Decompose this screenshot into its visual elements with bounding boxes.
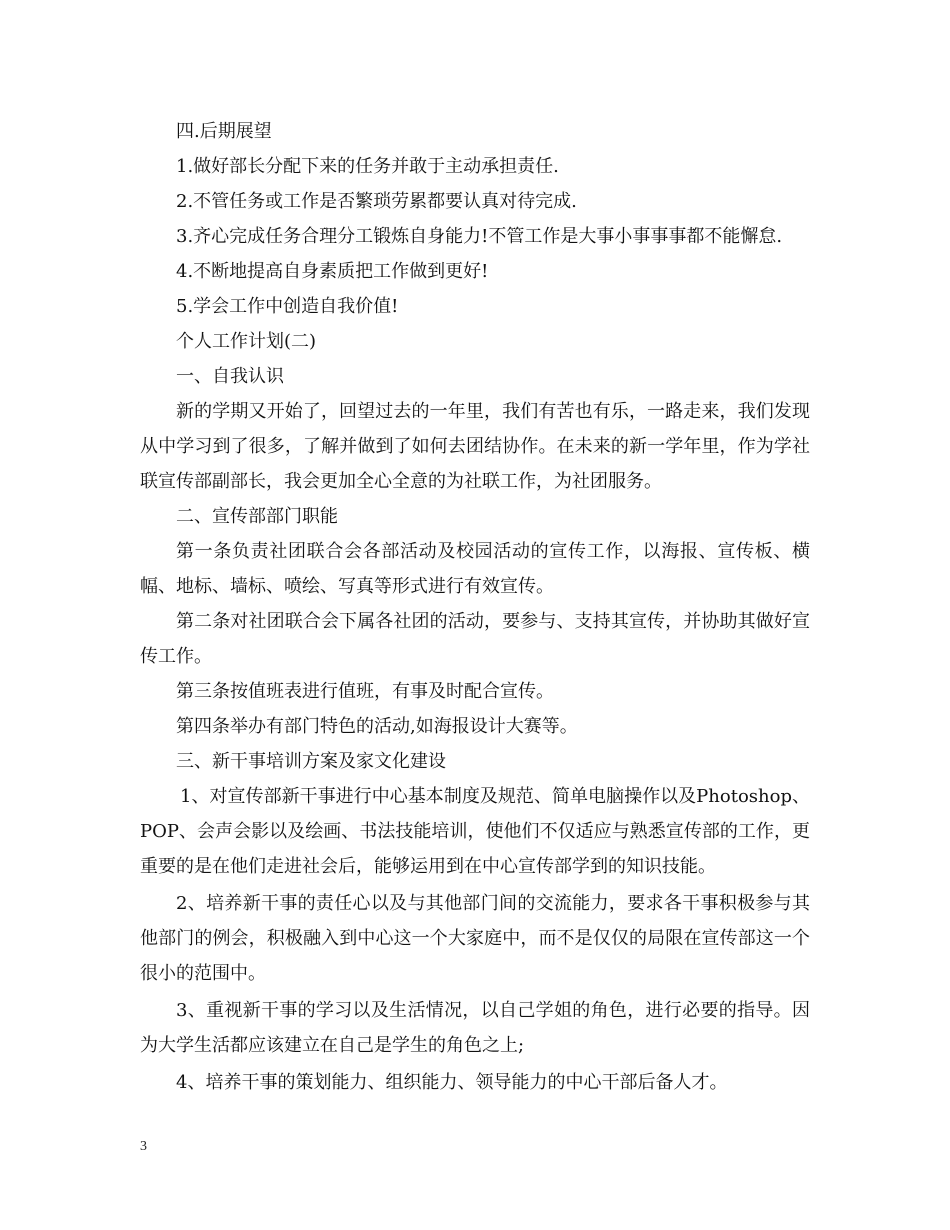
- training-item-2: 2、培养新干事的责任心以及与其他部门间的交流能力，要求各干事积极参与其他部门的例会，积极融入到中心这一个大家庭中，而不是仅仅的局限在宣传部这一个很小的范围中。: [140, 893, 810, 984]
- outlook-item-5: 5.学会工作中创造自我价值!: [176, 296, 399, 317]
- duty-article-3: 第三条按值班表进行值班，有事及时配合宣传。: [176, 681, 554, 702]
- section-heading-self: 一、自我认识: [176, 366, 284, 387]
- document-body: [140, 114, 810, 1100]
- training-item-4: 4、培养干事的策划能力、组织能力、领导能力的中心干部后备人才。: [176, 1072, 728, 1093]
- training-item-3: 3、重视新干事的学习以及生活情况，以自己学姐的角色，进行必要的指导。因为大学生活都应该建立在自己是学生的角色之上;: [140, 1000, 810, 1056]
- duty-article-2: 第二条对社团联合会下属各社团的活动，要参与、支持其宣传，并协助其做好宣传工作。: [140, 611, 810, 667]
- section-heading-duties: 二、宣传部部门职能: [176, 506, 338, 527]
- duty-article-1: 第一条负责社团联合会各部活动及校园活动的宣传工作，以海报、宣传板、横幅、地标、墙标、喷绘、写真等形式进行有效宣传。: [140, 541, 810, 597]
- outlook-item-4: 4.不断地提高自身素质把工作做到更好!: [176, 261, 489, 282]
- outlook-item-2: 2.不管任务或工作是否繁琐劳累都要认真对待完成.: [176, 191, 577, 212]
- outlook-item-3: 3.齐心完成任务合理分工锻炼自身能力!不管工作是大事小事事事都不能懈怠.: [176, 226, 783, 247]
- section-heading-training: 三、新干事培训方案及家文化建设: [176, 751, 446, 772]
- page-number: 3: [140, 1139, 147, 1154]
- duty-article-4: 第四条举办有部门特色的活动,如海报设计大赛等。: [176, 716, 578, 737]
- self-awareness-paragraph: 新的学期又开始了，回望过去的一年里，我们有苦也有乐，一路走来，我们发现从中学习到了很多，了解并做到了如何去团结协作。在未来的新一学年里，作为学社联宣传部副部长，我会更加全心全意的为社联工作，为社团服务。: [140, 401, 810, 492]
- plan-title: 个人工作计划(二): [176, 331, 317, 352]
- section-heading-outlook: 四.后期展望: [176, 121, 272, 142]
- outlook-item-1: 1.做好部长分配下来的任务并敢于主动承担责任.: [176, 156, 559, 177]
- training-item-1: 1、对宣传部新干事进行中心基本制度及规范、简单电脑操作以及Photoshop、POP、会声会影以及绘画、书法技能培训，使他们不仅适应与熟悉宣传部的工作，更重要的是在他们走进社会后，能够运用到在中心宣传部学到的知识技能。: [140, 786, 810, 877]
